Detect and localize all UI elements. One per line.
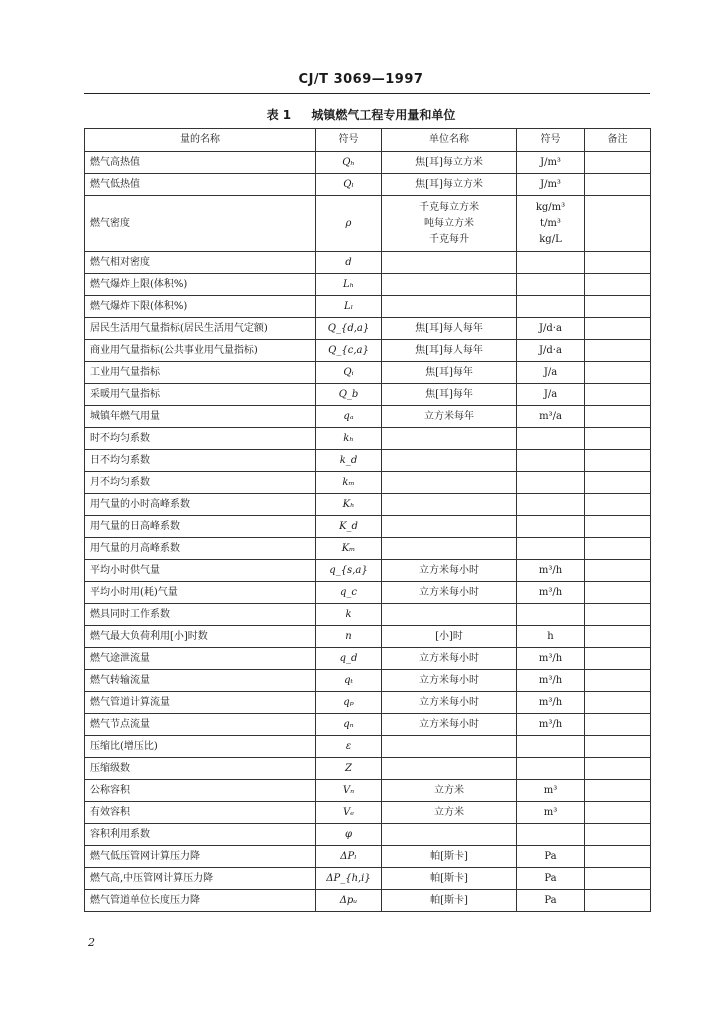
unit-symbol-cell bbox=[517, 340, 585, 362]
unit-name-cell bbox=[382, 538, 517, 560]
unit-symbol-line: kg/L bbox=[539, 233, 562, 245]
table-row bbox=[85, 626, 651, 648]
quantity-name-cell: 有效容积 bbox=[85, 802, 316, 824]
remarks-cell bbox=[585, 670, 651, 692]
unit-symbol-cell bbox=[517, 450, 585, 472]
unit-name-line: 帕[斯卡] bbox=[430, 872, 468, 884]
remarks-cell bbox=[585, 472, 651, 494]
quantity-name-cell: 压缩比(增压比) bbox=[85, 736, 316, 758]
remarks-cell bbox=[585, 868, 651, 890]
unit-name-cell bbox=[382, 318, 517, 340]
remarks-cell bbox=[585, 494, 651, 516]
table-row bbox=[85, 450, 651, 472]
table-row bbox=[85, 648, 651, 670]
unit-name-cell bbox=[382, 516, 517, 538]
table-row bbox=[85, 296, 651, 318]
header-quantity-name: 量的名称 bbox=[85, 129, 316, 152]
unit-symbol-line: m³/h bbox=[538, 674, 563, 686]
unit-name-cell bbox=[382, 296, 517, 318]
unit-name-cell bbox=[382, 626, 517, 648]
table-row bbox=[85, 406, 651, 428]
remarks-cell bbox=[585, 296, 651, 318]
unit-symbol-line: m³ bbox=[543, 784, 558, 796]
quantity-name-cell: 燃气密度 bbox=[85, 196, 316, 252]
unit-name-cell bbox=[382, 670, 517, 692]
header-unit-symbol: 符号 bbox=[517, 129, 585, 152]
header-remarks: 备注 bbox=[585, 129, 651, 152]
table-row bbox=[85, 604, 651, 626]
unit-symbol-cell bbox=[517, 626, 585, 648]
unit-name-cell bbox=[382, 274, 517, 296]
unit-name-cell bbox=[382, 152, 517, 174]
unit-name-line: 立方米每小时 bbox=[419, 652, 479, 664]
unit-symbol-cell bbox=[517, 516, 585, 538]
quantity-symbol-cell: qₜ bbox=[316, 670, 382, 692]
unit-name-cell bbox=[382, 340, 517, 362]
unit-symbol-line: J/m³ bbox=[540, 156, 561, 168]
quantity-name-cell: 燃气管道单位长度压力降 bbox=[85, 890, 316, 912]
remarks-cell bbox=[585, 714, 651, 736]
unit-symbol-cell bbox=[517, 692, 585, 714]
quantity-symbol-cell: qₙ bbox=[316, 714, 382, 736]
remarks-cell bbox=[585, 582, 651, 604]
unit-name-line: 立方米每小时 bbox=[419, 696, 479, 708]
quantity-symbol-cell: Lₕ bbox=[316, 274, 382, 296]
unit-name-cell bbox=[382, 196, 517, 252]
remarks-cell bbox=[585, 252, 651, 274]
quantity-name-cell: 时不均匀系数 bbox=[85, 428, 316, 450]
table-row bbox=[85, 890, 651, 912]
unit-symbol-cell bbox=[517, 274, 585, 296]
remarks-cell bbox=[585, 384, 651, 406]
unit-symbol-line: m³/h bbox=[538, 564, 563, 576]
quantity-name-cell: 燃气高,中压管网计算压力降 bbox=[85, 868, 316, 890]
table-caption-number: 表 1 bbox=[266, 108, 292, 122]
unit-name-line: 立方米每年 bbox=[424, 410, 474, 422]
unit-name-cell bbox=[382, 736, 517, 758]
quantity-name-cell: 容积利用系数 bbox=[85, 824, 316, 846]
unit-symbol-cell bbox=[517, 296, 585, 318]
table-row bbox=[85, 252, 651, 274]
unit-symbol-cell bbox=[517, 824, 585, 846]
unit-symbol-line: m³/h bbox=[538, 718, 563, 730]
unit-symbol-cell bbox=[517, 604, 585, 626]
quantity-symbol-cell: kₘ bbox=[316, 472, 382, 494]
remarks-cell bbox=[585, 626, 651, 648]
unit-name-line: 吨每立方米 bbox=[424, 217, 474, 229]
quantity-symbol-cell: q_{s,a} bbox=[316, 560, 382, 582]
remarks-cell bbox=[585, 318, 651, 340]
table-row bbox=[85, 472, 651, 494]
quantity-symbol-cell: Vₙ bbox=[316, 780, 382, 802]
unit-symbol-cell bbox=[517, 648, 585, 670]
remarks-cell bbox=[585, 174, 651, 196]
quantity-symbol-cell: φ bbox=[316, 824, 382, 846]
unit-name-cell bbox=[382, 648, 517, 670]
quantity-name-cell: 日不均匀系数 bbox=[85, 450, 316, 472]
table-row bbox=[85, 736, 651, 758]
quantity-name-cell: 燃气节点流量 bbox=[85, 714, 316, 736]
unit-symbol-cell bbox=[517, 758, 585, 780]
unit-name-cell bbox=[382, 692, 517, 714]
quantity-name-cell: 燃气爆炸上限(体积%) bbox=[85, 274, 316, 296]
unit-symbol-line: h bbox=[547, 630, 554, 642]
quantity-name-cell: 公称容积 bbox=[85, 780, 316, 802]
remarks-cell bbox=[585, 450, 651, 472]
quantity-name-cell: 平均小时用(耗)气量 bbox=[85, 582, 316, 604]
quantity-name-cell: 燃气低热值 bbox=[85, 174, 316, 196]
table-row bbox=[85, 362, 651, 384]
header-rule bbox=[84, 93, 650, 94]
table-row bbox=[85, 802, 651, 824]
header-unit-name: 单位名称 bbox=[382, 129, 517, 152]
unit-name-line: 焦[耳]每年 bbox=[425, 388, 473, 400]
unit-name-line: 千克每升 bbox=[429, 233, 469, 245]
quantity-symbol-cell: Q_{c,a} bbox=[316, 340, 382, 362]
table-row bbox=[85, 692, 651, 714]
unit-symbol-cell bbox=[517, 868, 585, 890]
quantity-symbol-cell: ε bbox=[316, 736, 382, 758]
unit-name-line: 焦[耳]每年 bbox=[425, 366, 473, 378]
unit-symbol-cell bbox=[517, 582, 585, 604]
quantity-name-cell: 用气量的月高峰系数 bbox=[85, 538, 316, 560]
unit-symbol-cell bbox=[517, 196, 585, 252]
unit-symbol-line: t/m³ bbox=[540, 217, 561, 229]
quantity-symbol-cell: k bbox=[316, 604, 382, 626]
unit-symbol-cell bbox=[517, 890, 585, 912]
unit-symbol-cell bbox=[517, 174, 585, 196]
quantity-name-cell: 用气量的日高峰系数 bbox=[85, 516, 316, 538]
remarks-cell bbox=[585, 538, 651, 560]
table-caption bbox=[0, 106, 722, 123]
unit-name-cell bbox=[382, 174, 517, 196]
unit-name-cell bbox=[382, 582, 517, 604]
unit-name-line: 焦[耳]每立方米 bbox=[415, 178, 483, 190]
quantity-symbol-cell: ΔPₗ bbox=[316, 846, 382, 868]
unit-name-cell bbox=[382, 868, 517, 890]
remarks-cell bbox=[585, 604, 651, 626]
remarks-cell bbox=[585, 560, 651, 582]
quantity-name-cell: 城镇年燃气用量 bbox=[85, 406, 316, 428]
quantity-name-cell: 用气量的小时高峰系数 bbox=[85, 494, 316, 516]
unit-name-line: 立方米 bbox=[434, 806, 464, 818]
unit-name-line: 帕[斯卡] bbox=[430, 850, 468, 862]
unit-symbol-cell bbox=[517, 494, 585, 516]
remarks-cell bbox=[585, 736, 651, 758]
quantities-units-table bbox=[84, 128, 651, 912]
quantity-symbol-cell: ΔP_{h,i} bbox=[316, 868, 382, 890]
unit-name-line: 立方米每小时 bbox=[419, 564, 479, 576]
unit-symbol-line: Pa bbox=[544, 872, 557, 884]
quantity-symbol-cell: n bbox=[316, 626, 382, 648]
unit-name-cell bbox=[382, 428, 517, 450]
unit-name-cell bbox=[382, 824, 517, 846]
unit-symbol-cell bbox=[517, 670, 585, 692]
table-row bbox=[85, 560, 651, 582]
table-caption-title: 城镇燃气工程专用量和单位 bbox=[311, 108, 456, 122]
quantity-name-cell: 燃气管道计算流量 bbox=[85, 692, 316, 714]
quantity-name-cell: 燃气最大负荷利用[小]时数 bbox=[85, 626, 316, 648]
unit-name-cell bbox=[382, 450, 517, 472]
unit-name-cell bbox=[382, 362, 517, 384]
unit-name-line: 立方米每小时 bbox=[419, 718, 479, 730]
unit-symbol-line: J/m³ bbox=[540, 178, 561, 190]
quantity-symbol-cell: K_d bbox=[316, 516, 382, 538]
table-row bbox=[85, 152, 651, 174]
remarks-cell bbox=[585, 362, 651, 384]
quantity-name-cell: 平均小时供气量 bbox=[85, 560, 316, 582]
quantity-name-cell: 燃气转输流量 bbox=[85, 670, 316, 692]
header-quantity-symbol: 符号 bbox=[316, 129, 382, 152]
remarks-cell bbox=[585, 846, 651, 868]
table-row bbox=[85, 494, 651, 516]
unit-symbol-cell bbox=[517, 538, 585, 560]
remarks-cell bbox=[585, 196, 651, 252]
remarks-cell bbox=[585, 152, 651, 174]
page-number: 2 bbox=[88, 936, 95, 949]
unit-name-line: 立方米 bbox=[434, 784, 464, 796]
remarks-cell bbox=[585, 758, 651, 780]
unit-name-line: 立方米每小时 bbox=[419, 586, 479, 598]
quantity-name-cell: 燃气低压管网计算压力降 bbox=[85, 846, 316, 868]
quantity-symbol-cell: d bbox=[316, 252, 382, 274]
quantity-symbol-cell: Q_b bbox=[316, 384, 382, 406]
unit-symbol-line: J/a bbox=[543, 366, 558, 378]
remarks-cell bbox=[585, 274, 651, 296]
quantity-name-cell: 燃具同时工作系数 bbox=[85, 604, 316, 626]
unit-symbol-cell bbox=[517, 560, 585, 582]
table-row bbox=[85, 516, 651, 538]
unit-symbol-line: m³/h bbox=[538, 652, 563, 664]
table-row bbox=[85, 780, 651, 802]
table-body bbox=[85, 152, 651, 912]
quantity-symbol-cell: qₚ bbox=[316, 692, 382, 714]
unit-name-cell bbox=[382, 472, 517, 494]
remarks-cell bbox=[585, 802, 651, 824]
unit-name-line: 焦[耳]每立方米 bbox=[415, 156, 483, 168]
table-row bbox=[85, 582, 651, 604]
unit-name-cell bbox=[382, 802, 517, 824]
remarks-cell bbox=[585, 516, 651, 538]
unit-name-cell bbox=[382, 384, 517, 406]
quantity-symbol-cell: Δpᵤ bbox=[316, 890, 382, 912]
quantity-name-cell: 居民生活用气量指标(居民生活用气定额) bbox=[85, 318, 316, 340]
standard-code-header: CJ/T 3069—1997 bbox=[298, 72, 424, 87]
unit-symbol-line: Pa bbox=[544, 894, 557, 906]
table-row bbox=[85, 538, 651, 560]
table-row bbox=[85, 196, 651, 252]
quantity-symbol-cell: kₕ bbox=[316, 428, 382, 450]
table-row bbox=[85, 318, 651, 340]
remarks-cell bbox=[585, 648, 651, 670]
unit-name-line: 帕[斯卡] bbox=[430, 894, 468, 906]
unit-name-cell bbox=[382, 758, 517, 780]
table-row bbox=[85, 428, 651, 450]
unit-symbol-line: Pa bbox=[544, 850, 557, 862]
quantity-symbol-cell: ρ bbox=[316, 196, 382, 252]
table-row bbox=[85, 274, 651, 296]
quantity-name-cell: 商业用气量指标(公共事业用气量指标) bbox=[85, 340, 316, 362]
unit-name-cell bbox=[382, 890, 517, 912]
unit-symbol-cell bbox=[517, 318, 585, 340]
quantity-name-cell: 燃气相对密度 bbox=[85, 252, 316, 274]
quantity-symbol-cell: Qₗ bbox=[316, 174, 382, 196]
unit-symbol-line: m³/a bbox=[539, 410, 562, 422]
quantity-name-cell: 燃气爆炸下限(体积%) bbox=[85, 296, 316, 318]
unit-symbol-cell bbox=[517, 362, 585, 384]
remarks-cell bbox=[585, 428, 651, 450]
unit-symbol-cell bbox=[517, 846, 585, 868]
remarks-cell bbox=[585, 780, 651, 802]
table-row bbox=[85, 174, 651, 196]
unit-symbol-line: J/d·a bbox=[539, 322, 562, 334]
unit-name-cell bbox=[382, 604, 517, 626]
unit-symbol-cell bbox=[517, 802, 585, 824]
quantity-name-cell: 压缩级数 bbox=[85, 758, 316, 780]
quantity-symbol-cell: Q_{d,a} bbox=[316, 318, 382, 340]
table-row bbox=[85, 340, 651, 362]
unit-symbol-line: J/d·a bbox=[539, 344, 562, 356]
unit-name-line: 焦[耳]每人每年 bbox=[415, 322, 483, 334]
unit-symbol-cell bbox=[517, 714, 585, 736]
unit-symbol-cell bbox=[517, 780, 585, 802]
remarks-cell bbox=[585, 340, 651, 362]
table-row bbox=[85, 384, 651, 406]
table-row bbox=[85, 824, 651, 846]
unit-name-cell bbox=[382, 252, 517, 274]
table-row bbox=[85, 670, 651, 692]
quantity-symbol-cell: Lₗ bbox=[316, 296, 382, 318]
unit-symbol-line: m³/h bbox=[538, 586, 563, 598]
unit-name-cell bbox=[382, 494, 517, 516]
unit-name-cell bbox=[382, 560, 517, 582]
remarks-cell bbox=[585, 890, 651, 912]
remarks-cell bbox=[585, 824, 651, 846]
unit-name-cell bbox=[382, 846, 517, 868]
unit-symbol-cell bbox=[517, 472, 585, 494]
unit-symbol-cell bbox=[517, 406, 585, 428]
unit-name-cell bbox=[382, 714, 517, 736]
remarks-cell bbox=[585, 692, 651, 714]
quantity-symbol-cell: Z bbox=[316, 758, 382, 780]
quantity-symbol-cell: qₐ bbox=[316, 406, 382, 428]
unit-symbol-line: kg/m³ bbox=[535, 201, 566, 213]
table-header-row bbox=[85, 129, 651, 152]
unit-name-cell bbox=[382, 780, 517, 802]
remarks-cell bbox=[585, 406, 651, 428]
quantity-symbol-cell: q_d bbox=[316, 648, 382, 670]
quantity-symbol-cell: Qₕ bbox=[316, 152, 382, 174]
table-row bbox=[85, 758, 651, 780]
quantity-symbol-cell: Kₕ bbox=[316, 494, 382, 516]
quantity-symbol-cell: Vₑ bbox=[316, 802, 382, 824]
quantity-symbol-cell: q_c bbox=[316, 582, 382, 604]
unit-name-line: 千克每立方米 bbox=[419, 201, 479, 213]
table-row bbox=[85, 846, 651, 868]
table-row bbox=[85, 868, 651, 890]
unit-symbol-cell bbox=[517, 428, 585, 450]
unit-symbol-cell bbox=[517, 736, 585, 758]
table-row bbox=[85, 714, 651, 736]
quantity-symbol-cell: Qᵢ bbox=[316, 362, 382, 384]
quantity-symbol-cell: Kₘ bbox=[316, 538, 382, 560]
unit-symbol-cell bbox=[517, 152, 585, 174]
unit-name-cell bbox=[382, 406, 517, 428]
unit-symbol-cell bbox=[517, 252, 585, 274]
quantity-name-cell: 采暖用气量指标 bbox=[85, 384, 316, 406]
quantity-name-cell: 月不均匀系数 bbox=[85, 472, 316, 494]
unit-symbol-cell bbox=[517, 384, 585, 406]
unit-name-line: 焦[耳]每人每年 bbox=[415, 344, 483, 356]
quantity-name-cell: 燃气途泄流量 bbox=[85, 648, 316, 670]
quantity-symbol-cell: k_d bbox=[316, 450, 382, 472]
unit-name-line: 立方米每小时 bbox=[419, 674, 479, 686]
quantity-name-cell: 工业用气量指标 bbox=[85, 362, 316, 384]
unit-name-line: [小]时 bbox=[435, 630, 463, 642]
unit-symbol-line: m³/h bbox=[538, 696, 563, 708]
unit-symbol-line: m³ bbox=[543, 806, 558, 818]
quantity-name-cell: 燃气高热值 bbox=[85, 152, 316, 174]
unit-symbol-line: J/a bbox=[543, 388, 558, 400]
